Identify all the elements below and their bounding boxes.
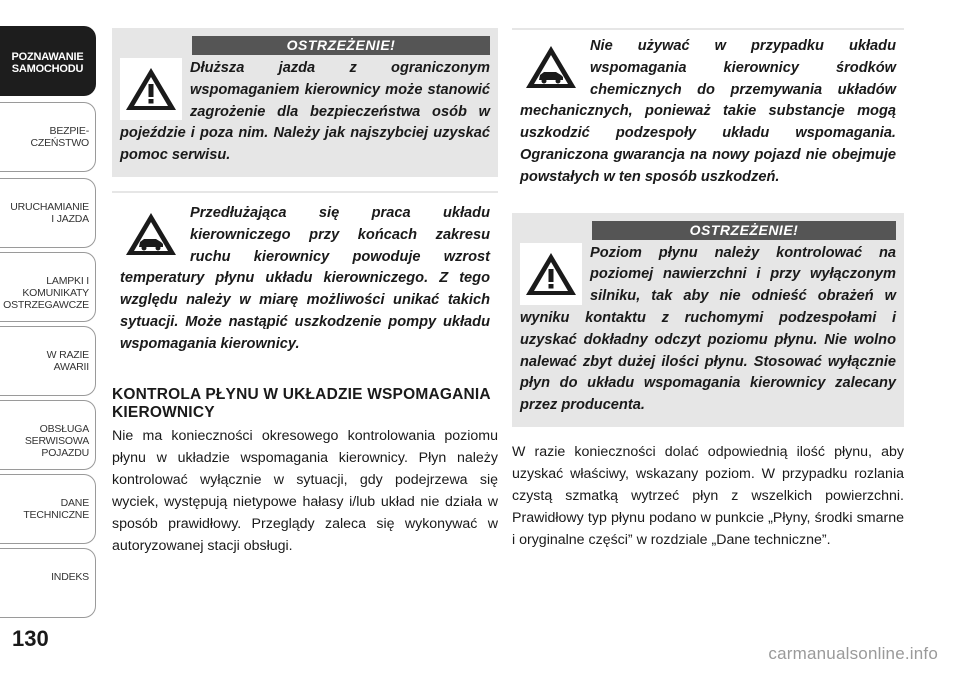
tab-indeks[interactable]: INDEKS: [0, 548, 96, 618]
warning-triangle-icon: [520, 243, 582, 305]
caution-box: [112, 191, 498, 366]
warning-box: [512, 213, 904, 427]
body-paragraph: W razie konieczności dolać odpowiednią ilość płynu, aby uzyskać właściwy, wskazany poziom. W przypadku rozlania czystą szmatką wytrzeć płyn z wszelkich powierzchni. Prawidłowy typ płynu podano w punkcie „Płyny, środki smarne i oryginalne części” w rozdziale „Dane techniczne”.: [512, 443, 904, 548]
warning-text: Poziom płynu należy kontrolować na poziomej nawierzchni i przy wyłączonym silniku, tak aby nie odnieść obrażeń w wyniku kontaktu z ruchomymi podzespołami i uzyskać dokładny odczyt poziomu płynu. Nie wolno nalewać zbyt dużej ilości płynu. Stosować wyłącznie płyn do układu wspomagania kierownicy zalecany przez producenta.: [520, 244, 896, 414]
warning-text: Dłuższa jazda z ograniczonym wspomaganiem kierownicy może stanowić zagrożenie dla bezpieczeństwa osób w pojeździe i poza nim. Należy jak najszybciej uzyskać pomoc serwisu.: [120, 60, 490, 164]
car-caution-triangle-icon: [120, 203, 182, 265]
section-title: KONTROLA PŁYNU W UKŁADZIE WSPOMAGANIA KIEROWNICY: [112, 385, 491, 421]
right-column: [512, 28, 904, 551]
watermark: carmanualsonline.info: [768, 644, 938, 663]
warning-box: [112, 28, 498, 177]
tab-bezpieczenstwo[interactable]: BEZPIE- CZEŃSTWO: [0, 102, 96, 172]
tab-obsluga-serwisowa[interactable]: OBSŁUGA SERWISOWA POJAZDU: [0, 400, 96, 470]
tab-dane-techniczne[interactable]: DANE TECHNICZNE: [0, 474, 96, 544]
warning-header: OSTRZEŻENIE!: [592, 221, 896, 240]
car-caution-triangle-icon: [520, 36, 582, 98]
warning-header: OSTRZEŻENIE!: [192, 36, 490, 55]
tab-poznawanie-samochodu[interactable]: POZNAWANIE SAMOCHODU: [0, 26, 96, 96]
left-column: [112, 28, 498, 557]
tab-lampki-i-komunikaty[interactable]: LAMPKI I KOMUNIKATY OSTRZEGAWCZE: [0, 252, 96, 322]
caution-box: [512, 28, 904, 199]
tab-w-razie-awarii[interactable]: W RAZIE AWARII: [0, 326, 96, 396]
caution-text: Przedłużająca się praca układu kierowniczego przy końcach zakresu ruchu kierownicy powoduje wzrost temperatury płynu układu kierowniczego. Z tego względu należy w miarę możliwości unikać takich sytuacji. Może nastąpić uszkodzenie pompy układu wspomagania kierownicy.: [120, 204, 490, 352]
body-paragraph: Nie ma konieczności okresowego kontrolowania poziomu płynu w układzie wspomagania kierownicy. Płyn należy kontrolować wyłącznie w sytuacji, gdy podejrzewa się wyciek, występują nietypowe hałasy i/lub układ nie działa w sposób prawidłowy. Przeglądy zaleca się wykonywać w autoryzowanej stacji obsługi.: [112, 427, 498, 554]
caution-text: Nie używać w przypadku układu wspomagania kierownicy środków chemicznych do przemywania układów mechanicznych, ponieważ takie substancje mogą uszkodzić podzespoły układu wspomagania. Ograniczona gwarancja na nowy pojazd nie obejmuje powstałych w ten sposób uszkodzeń.: [520, 38, 896, 185]
warning-triangle-icon: [120, 58, 182, 120]
page-number: 130: [12, 626, 49, 651]
tab-uruchamianie-i-jazda[interactable]: URUCHAMIANIE I JAZDA: [0, 178, 96, 248]
